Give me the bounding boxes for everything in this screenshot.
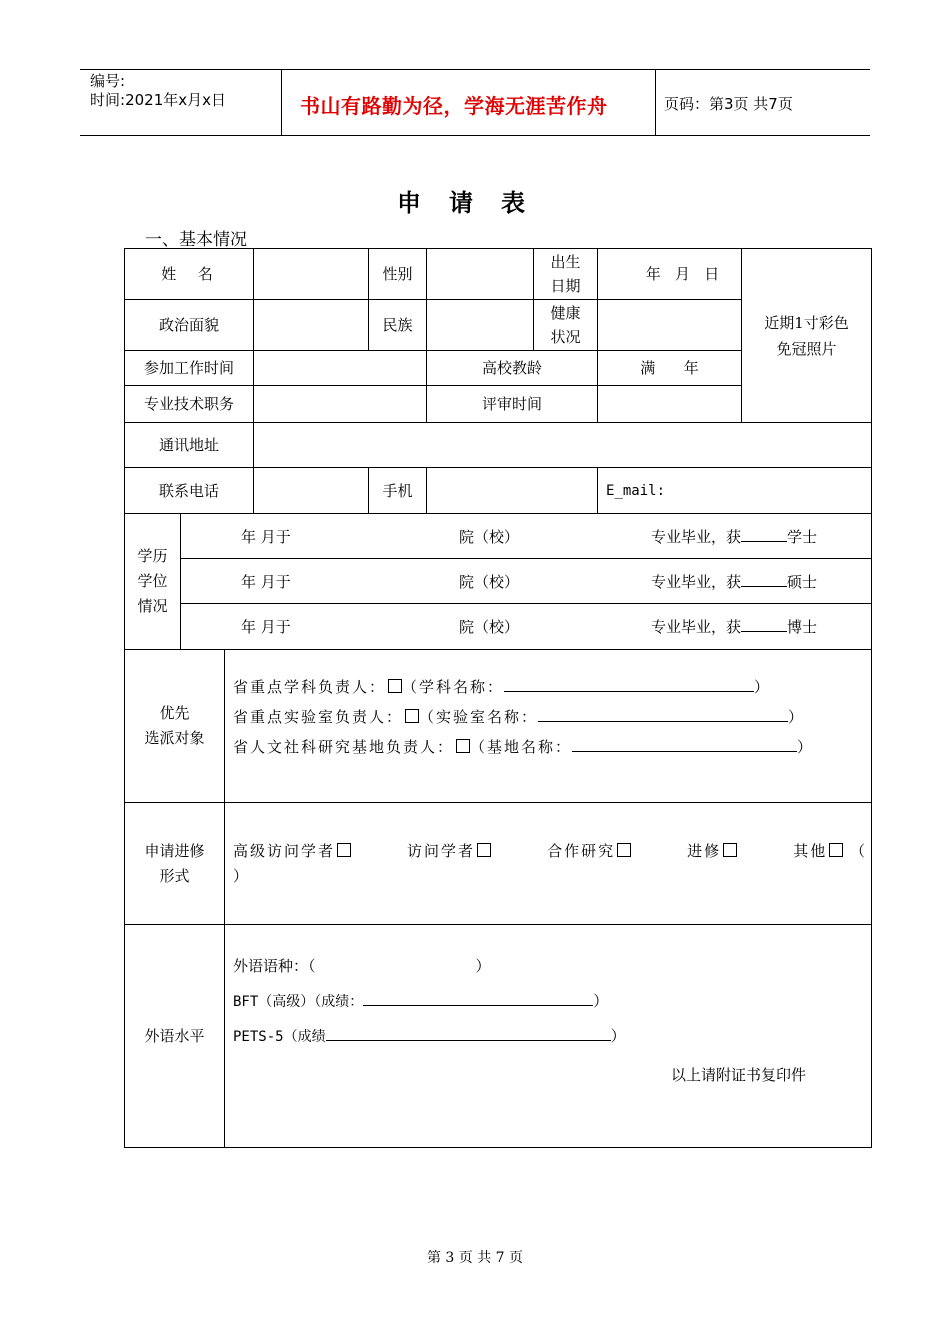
name-label: 姓 名 (125, 249, 254, 300)
title-field[interactable] (254, 386, 427, 423)
application-form (124, 248, 872, 1148)
page-info: 页码：第3页 共7页 (664, 95, 793, 113)
language-pets[interactable]: PETS-5（成绩 ） (233, 1021, 871, 1051)
language-section (225, 925, 872, 1148)
checkbox[interactable] (405, 709, 419, 723)
gender-label: 性别 (369, 249, 427, 300)
checkbox[interactable] (456, 739, 470, 753)
birth-field[interactable]: 年 月 日 (598, 249, 742, 300)
work-time-field[interactable] (254, 351, 427, 386)
section-heading: 一、基本情况 (145, 230, 247, 250)
political-field[interactable] (254, 300, 369, 351)
education-date: 年 月于 (241, 528, 291, 546)
education-school: 院（校） (459, 618, 520, 636)
form-option[interactable]: 高级访问学者 (233, 839, 351, 864)
priority-item[interactable]: 省人文社科研究基地负责人： （基地名称： ） (233, 732, 871, 762)
header-motto: 书山有路勤为径，学海无涯苦作舟 (300, 94, 608, 118)
form-option[interactable]: 其他 （ (793, 841, 867, 860)
name-field[interactable] (254, 249, 369, 300)
header-divider (281, 69, 282, 136)
page-footer: 第 3 页 共 7 页 (426, 1250, 524, 1266)
ethnic-field[interactable] (427, 300, 534, 351)
checkbox[interactable] (388, 679, 402, 693)
photo-box: 近期1寸彩色 免冠照片 (742, 249, 872, 423)
education-row[interactable] (181, 514, 872, 559)
education-major: 专业毕业，获 学士 (651, 525, 817, 549)
language-bft[interactable]: BFT（高级）（成绩： ） (233, 986, 871, 1016)
form-type-label: 申请进修 形式 (125, 803, 225, 925)
education-label: 学历 学位 情况 (125, 514, 181, 650)
form-option[interactable]: 合作研究 (547, 839, 631, 864)
phone-field[interactable] (254, 468, 369, 514)
teaching-years-label: 高校教龄 (427, 351, 598, 386)
ethnic-label: 民族 (369, 300, 427, 351)
birth-label: 出生 日期 (534, 249, 598, 300)
phone-label: 联系电话 (125, 468, 254, 514)
header-top-rule (80, 69, 870, 70)
education-row[interactable] (181, 604, 872, 650)
gender-field[interactable] (427, 249, 534, 300)
education-major: 专业毕业，获 博士 (651, 615, 817, 639)
education-major: 专业毕业，获 硕士 (651, 570, 817, 594)
number-label: 编号: (90, 72, 126, 90)
form-type-options (225, 803, 872, 925)
time-value: 2021年x月x日 (125, 91, 226, 109)
header-divider (655, 69, 656, 136)
education-date: 年 月于 (241, 618, 291, 636)
address-label: 通讯地址 (125, 423, 254, 468)
header-bottom-rule (80, 135, 870, 136)
education-school: 院（校） (459, 528, 520, 546)
priority-label: 优先 选派对象 (125, 650, 225, 803)
time-label: 时间: (90, 91, 126, 109)
address-field[interactable] (254, 423, 872, 468)
page-title: 申请表 (397, 189, 553, 217)
priority-options (225, 650, 872, 803)
teaching-years-field[interactable]: 满 年 (598, 351, 742, 386)
language-kind[interactable]: 外语语种：（ ） (233, 957, 491, 975)
education-date: 年 月于 (241, 573, 291, 591)
language-note: 以上请附证书复印件 (671, 1066, 807, 1084)
time-line (90, 90, 226, 110)
mobile-field[interactable] (427, 468, 598, 514)
review-time-field[interactable] (598, 386, 742, 423)
health-label: 健康 状况 (534, 300, 598, 351)
education-row[interactable] (181, 559, 872, 604)
language-label: 外语水平 (125, 925, 225, 1148)
title-label: 专业技术职务 (125, 386, 254, 423)
form-option[interactable]: 进修 (687, 839, 737, 864)
political-label: 政治面貌 (125, 300, 254, 351)
review-time-label: 评审时间 (427, 386, 598, 423)
priority-item[interactable]: 省重点实验室负责人： （实验室名称： ） (233, 702, 871, 732)
mobile-label: 手机 (369, 468, 427, 514)
priority-item[interactable]: 省重点学科负责人： （学科名称： ） (233, 672, 871, 702)
education-school: 院（校） (459, 573, 520, 591)
email-field[interactable]: E_mail: (598, 468, 872, 514)
form-type-close: ） (233, 866, 251, 885)
form-option[interactable]: 访问学者 (407, 839, 491, 864)
work-time-label: 参加工作时间 (125, 351, 254, 386)
health-field[interactable] (598, 300, 742, 351)
